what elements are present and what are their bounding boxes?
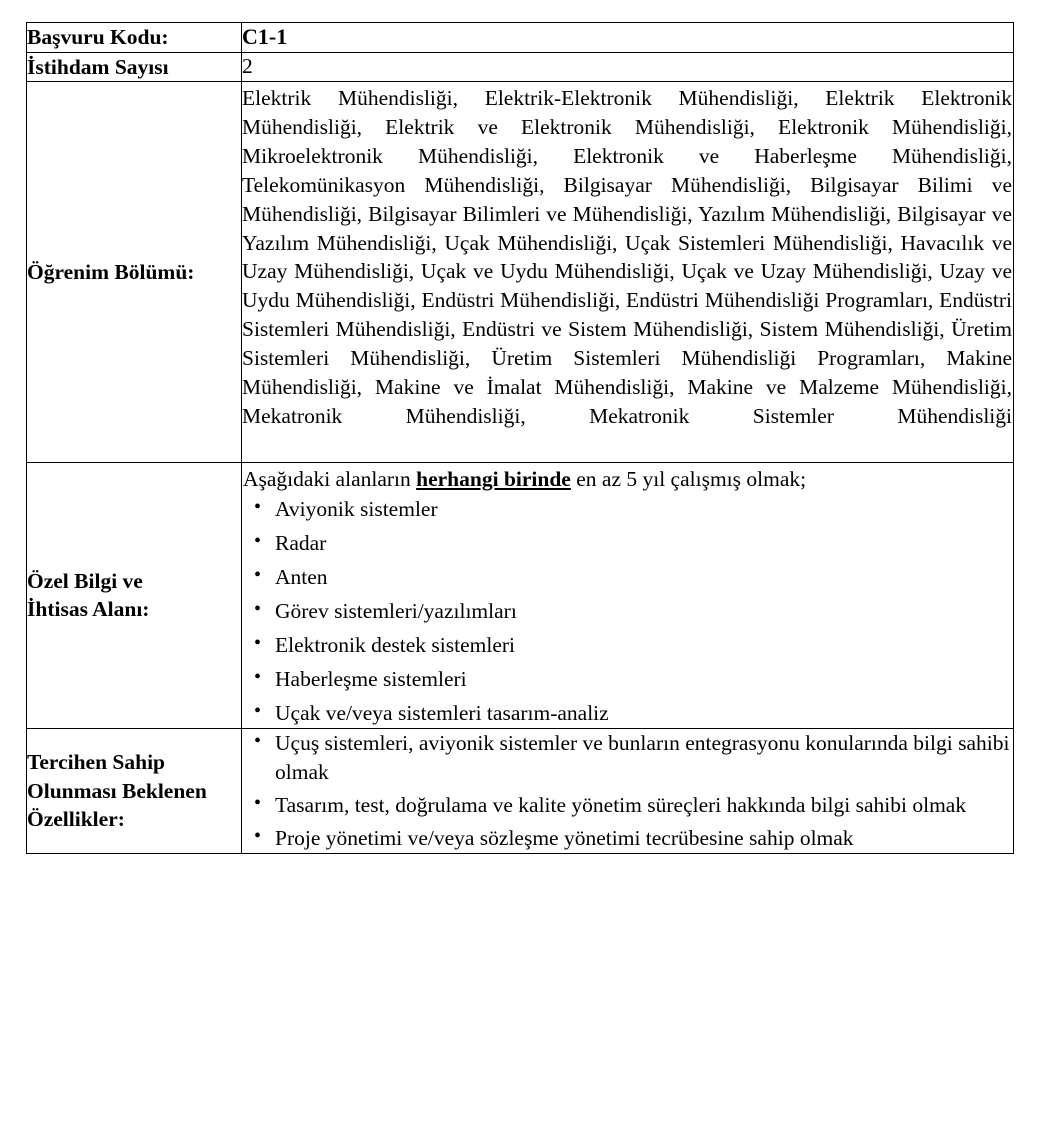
intro-text-before: Aşağıdaki alanların xyxy=(243,466,417,491)
list-item: • Tasarım, test, doğrulama ve kalite yönetim süreçleri hakkında bilgi sahibi olmak xyxy=(242,791,1013,820)
label-line-2: İhtisas Alanı: xyxy=(27,597,150,622)
preferred-qualifications-bullet-list xyxy=(242,729,1013,853)
label-line-1: Tercihen Sahip xyxy=(27,750,166,775)
list-item: • Anten xyxy=(242,563,1013,592)
label-line-2: Olunması Beklenen xyxy=(27,778,207,803)
employment-count-value: 2 xyxy=(242,53,253,78)
row-value-special-knowledge xyxy=(242,462,1014,728)
intro-emphasis: herhangi birinde xyxy=(416,466,571,491)
education-department-text: Elektrik Mühendisliği, Elektrik-Elektronik Mühendisliği, Elektrik Elektronik Mühendisliği, Elektrik ve Elektronik Mühendisliği, Elektronik Mühendisliği, Mikroelektronik Mühendisliği, Elektronik ve Haberleşme Mühendisliği, Telekomünikasyon Mühendisliği, Bilgisayar Mühendisliği, Bilgisayar Bilimi ve Mühendisliği, Bilgisayar Bilimleri ve Mühendisliği, Yazılım Mühendisliği, Bilgisayar ve Yazılım Mühendisliği, Uçak Mühendisliği, Uçak Sistemleri Mühendisliği, Havacılık ve Uzay Mühendisliği, Uçak ve Uydu Mühendisliği, Uçak ve Uzay Mühendisliği, Uzay ve Uydu Mühendisliği, Endüstri Mühendisliği, Endüstri Mühendisliği Programları, Endüstri Sistemleri Mühendisliği, Endüstri ve Sistem Mühendisliği, Sistem Mühendisliği, Üretim Sistemleri Mühendisliği, Üretim Sistemleri Mühendisliği Programları, Makine Mühendisliği, Makine ve İmalat Mühendisliği, Makine ve Malzeme Mühendisliği, Mekatronik Mühendisliği, Mekatronik Sistemler Mühendisliği xyxy=(242,85,1012,428)
row-value-education-department xyxy=(242,81,1014,462)
list-item: • Haberleşme sistemleri xyxy=(242,665,1013,694)
table-row-application-code xyxy=(27,23,1014,53)
list-item: • Proje yönetimi ve/veya sözleşme yönetimi tecrübesine sahip olmak xyxy=(242,824,1013,853)
table-row-employment-count xyxy=(27,52,1014,81)
intro-text-after: en az 5 yıl çalışmış olmak; xyxy=(570,466,807,491)
row-value-employment-count xyxy=(242,52,1014,81)
special-knowledge-intro xyxy=(242,463,1013,495)
list-item: • Elektronik destek sistemleri xyxy=(242,631,1013,660)
list-item: • Aviyonik sistemler xyxy=(242,495,1013,524)
row-label-special-knowledge xyxy=(27,462,242,728)
row-label-education-department: Öğrenim Bölümü: xyxy=(27,81,242,462)
table-row-education-department xyxy=(27,81,1014,462)
table-row-preferred-qualifications xyxy=(27,728,1014,853)
row-label-application-code: Başvuru Kodu: xyxy=(27,23,242,53)
list-item: • Görev sistemleri/yazılımları xyxy=(242,597,1013,626)
application-code-value: C1-1 xyxy=(242,24,288,49)
row-label-employment-count: İstihdam Sayısı xyxy=(27,52,242,81)
row-label-preferred-qualifications xyxy=(27,728,242,853)
label-line-3: Özellikler: xyxy=(27,807,125,832)
row-value-application-code xyxy=(242,23,1014,53)
table-row-special-knowledge xyxy=(27,462,1014,728)
special-knowledge-bullet-list xyxy=(242,495,1013,728)
label-line-1: Özel Bilgi ve xyxy=(27,568,143,593)
list-item: • Uçak ve/veya sistemleri tasarım-analiz xyxy=(242,699,1013,728)
list-item: • Radar xyxy=(242,529,1013,558)
qualification-table xyxy=(26,22,1014,854)
row-value-preferred-qualifications xyxy=(242,728,1014,853)
list-item: • Uçuş sistemleri, aviyonik sistemler ve bunların entegrasyonu konularında bilgi sahibi olmak xyxy=(242,729,1013,787)
